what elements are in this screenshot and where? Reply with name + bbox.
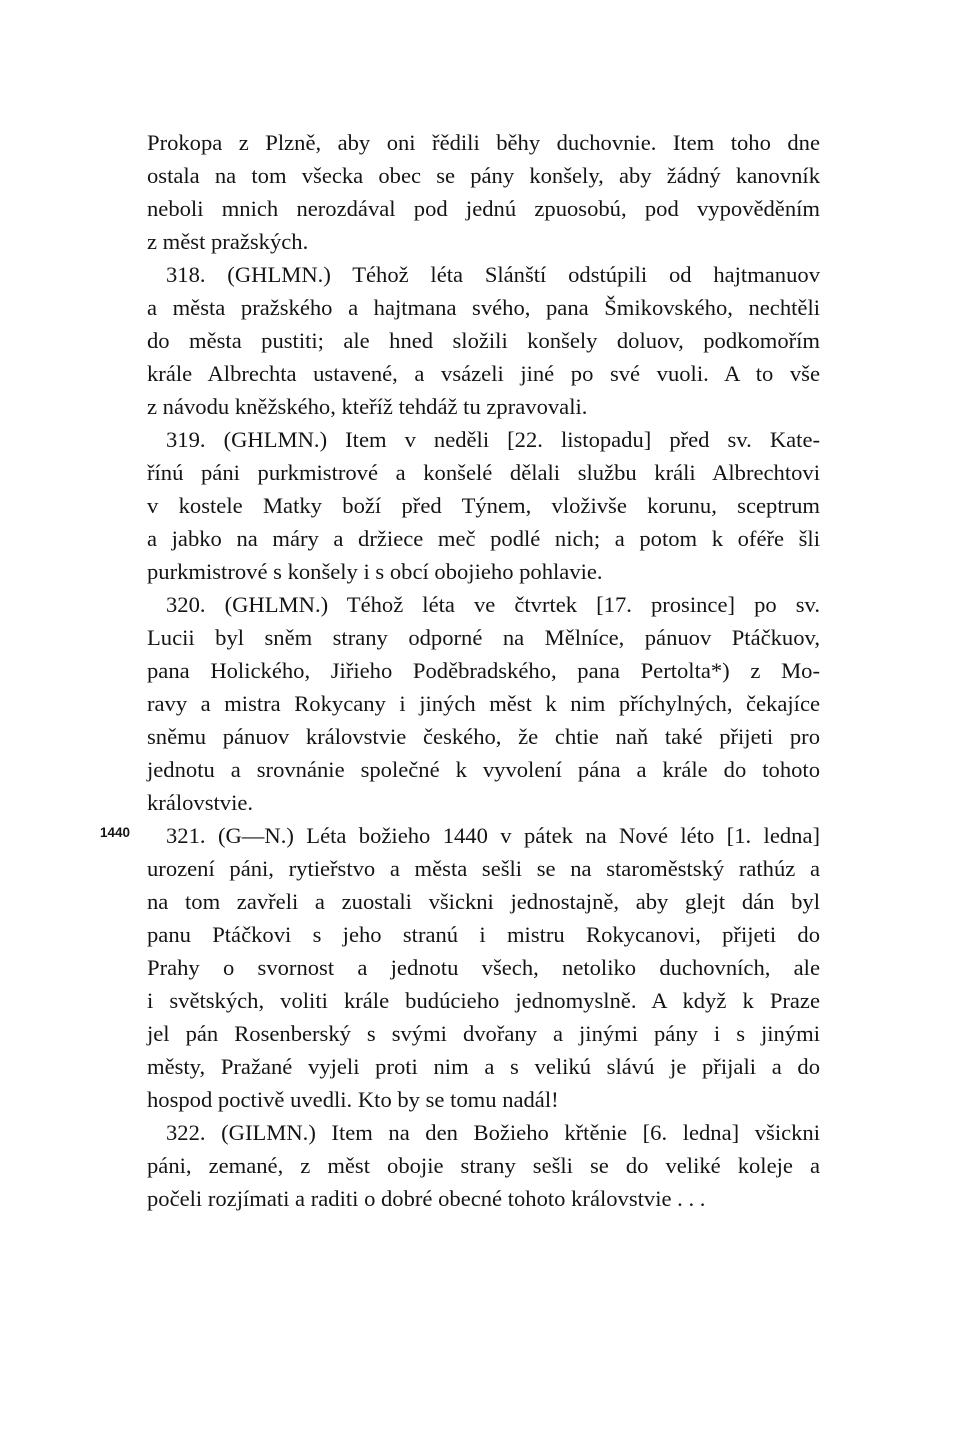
unused (166, 1049, 820, 1085)
paragraph-320-first-line: 320. (GHLMN.) Téhož léta ve čtvrtek [17. prosince] po sv. (166, 592, 820, 617)
text-line: pana Holického, Jiřieho Poděbradského, pana Pertolta*) z Mo- (147, 658, 820, 683)
margin-year-note: 1440 (100, 825, 131, 840)
text-line: neboli mnich nerozdával pod jednú zpuosobú, pod vypověděním (147, 196, 820, 221)
text-line: purkmistrové s konšely i s obcí obojieho pohlavie. (147, 559, 603, 584)
text-line: i světských, voliti krále budúcieho jednomyslně. A když k Praze (147, 988, 820, 1013)
text-line: hospod poctivě uvedli. Kto by se tomu nadál! (147, 1087, 559, 1112)
text-line: krále Albrechta ustavené, a vsázeli jiné po své vuoli. A to vše (147, 361, 820, 386)
paragraph-318-first-line: 318. (GHLMN.) Téhož léta Slánští odstúpili od hajtmanuov (166, 262, 820, 287)
text-line: královstvie. (147, 790, 254, 815)
text-line: a města pražského a hajtmana svého, pana Šmikovského, nechtěli (147, 295, 820, 320)
text-line: z měst pražských. (147, 229, 309, 254)
text-line: na tom zavřeli a zuostali všickni jednostajně, aby glejt dán byl (147, 889, 820, 914)
paragraph-321-first-line: 321. (G—N.) Léta božieho 1440 v pátek na Nové léto [1. ledna] (166, 823, 820, 848)
text-line: do města pustiti; ale hned složili konšely doluov, podkomořím (147, 328, 820, 353)
text-line: jednotu a srovnánie společné k vyvolení pána a krále do tohoto (147, 757, 820, 782)
text-line: řínú páni purkmistrové a konšelé dělali službu králi Albrechtovi (147, 460, 820, 485)
text-line: v kostele Matky boží před Týnem, vloživše korunu, sceptrum (147, 493, 820, 518)
text-line: sněmu pánuov královstvie českého, že chtie naň také přijeti pro (147, 724, 820, 749)
text-line: a jabko na máry a držiece meč podlé nich; a potom k oféře šli (147, 526, 820, 551)
text-line: urození páni, rytieřstvo a města sešli se na staroměstský rathúz a (147, 856, 820, 881)
text-line: Lucii byl sněm strany odporné na Mělníce, pánuov Ptáčkuov, (147, 625, 820, 650)
paragraph-322-first-line: 322. (GILMN.) Item na den Božieho křtěnie [6. ledna] všickni (166, 1120, 820, 1145)
text-line: páni, zemané, z měst obojie strany sešli se do veliké koleje a (147, 1153, 820, 1178)
text-line: jel pán Rosenberský s svými dvořany a jinými pány i s jinými (147, 1021, 820, 1046)
text-line: panu Ptáčkovi s jeho stranú i mistru Rokycanovi, přijeti do (147, 922, 820, 947)
text-line: z návodu kněžského, kteříž tehdáž tu zpravovali. (147, 394, 588, 419)
text-line: Prahy o svornost a jednotu všech, netoliko duchovních, ale (147, 955, 820, 980)
text-line: Prokopa z Plzně, aby oni řědili běhy duchovnie. Item toho dne (147, 130, 820, 155)
paragraph-319-first-line: 319. (GHLMN.) Item v neděli [22. listopadu] před sv. Kate- (166, 427, 820, 452)
text-line: ravy a mistra Rokycany i jiných měst k nim příchylných, čekajíce (147, 691, 820, 716)
text-line: městy, Pražané vyjeli proti nim a s velikú slávú je přijali a do (147, 1054, 820, 1079)
text-line: ostala na tom všecka obec se pány konšely, aby žádný kanovník (147, 163, 820, 188)
text-line: počeli rozjímati a raditi o dobré obecné tohoto královstvie . . . (147, 1186, 706, 1211)
